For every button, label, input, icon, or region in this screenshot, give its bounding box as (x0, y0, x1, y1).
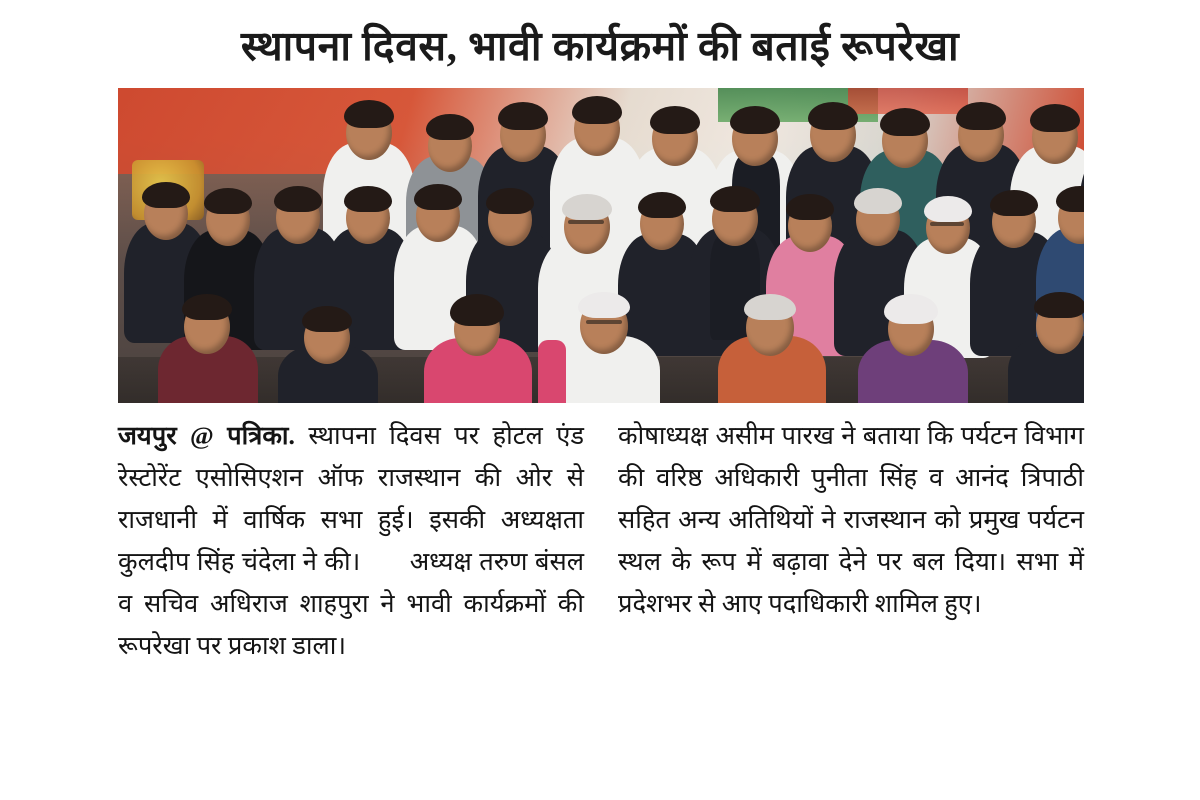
article-column-left (118, 415, 584, 667)
article-paragraph-1: स्थापना दिवस पर होटल एंड रेस्टोरेंट एसोसिएशन ऑफ राजस्थान की ओर से राजधानी में वार्षिक सभा हुई। इसकी अध्यक्षता कुलदीप सिंह चंदेला ने की। (118, 421, 585, 576)
article-body (118, 415, 1084, 790)
article-paragraph-2: अध्यक्ष तरुण बंसल व सचिव अधिराज शाहपुरा ने भावी कार्यक्रमों की रूपरेखा पर प्रकाश डाला। (118, 547, 585, 660)
article-column-right (618, 415, 1084, 625)
article-dateline: जयपुर @ पत्रिका. (118, 421, 295, 450)
article-photo (118, 88, 1084, 403)
page-title: स्थापना दिवस, भावी कार्यक्रमों की बताई रूपरेखा (240, 23, 960, 69)
article-paragraph-3: कोषाध्यक्ष असीम पारख ने बताया कि पर्यटन विभाग की वरिष्ठ अधिकारी पुनीता सिंह व आनंद त्रिपाठी सहित अन्य अतिथियों ने राजस्थान को प्रमुख पर्यटन स्थल के रूप में बढ़ावा देने पर बल दिया। सभा में प्रदेशभर से आए पदाधिकारी शामिल हुए। (618, 421, 1084, 618)
